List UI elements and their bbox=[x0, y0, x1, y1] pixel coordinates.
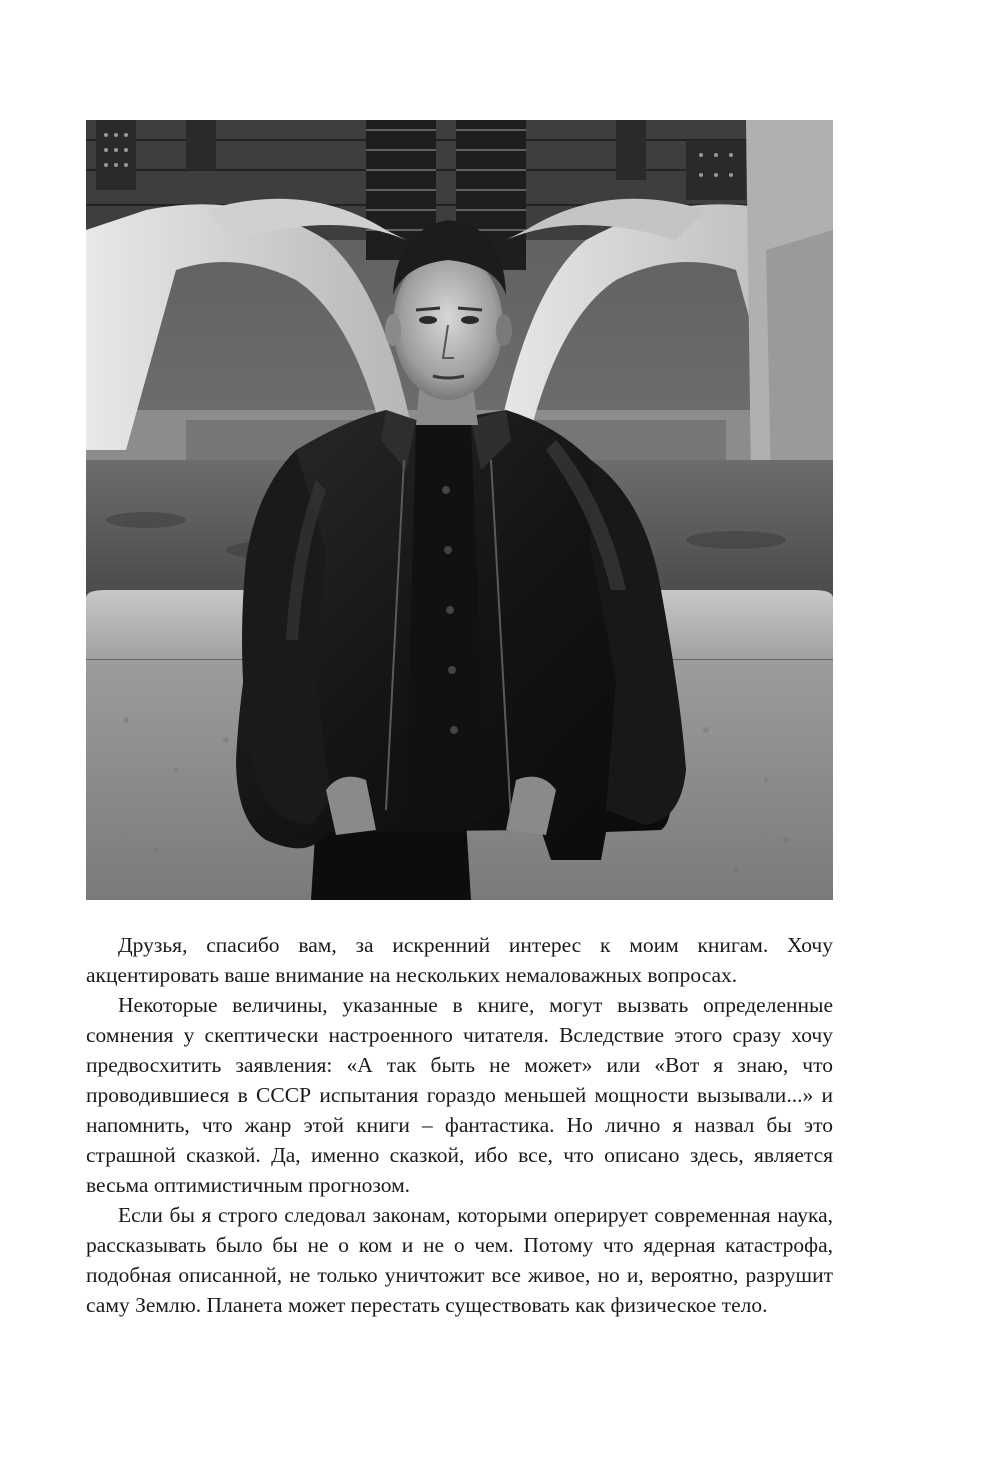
portrait-photo-icon bbox=[86, 120, 833, 900]
paragraph-1: Друзья, спасибо вам, за искренний интерес к моим книгам. Хочу акцентировать ваше внимание на нескольких немаловажных вопросах. bbox=[86, 933, 833, 987]
author-photo bbox=[86, 120, 833, 900]
paragraph-2: Некоторые величины, указанные в книге, могут вызвать определенные сомнения у скептически настроенного читателя. Вследствие этого сразу хочу предвосхитить заявления: «А так быть не может» или «Вот я знаю, что проводившиеся в СССР испытания гораздо меньшей мощности вызывали...» и напомнить, что жанр этой книги – фантастика. Но лично я назвал бы это страшной сказкой. Да, именно сказкой, ибо все, что описано здесь, является весьма оптимистичным прогнозом. bbox=[86, 993, 833, 1197]
paragraph-3: Если бы я строго следовал законам, которыми оперирует современная наука, рассказывать было бы не о ком и не о чем. Потому что ядерная катастрофа, подобная описанной, не только уничтожит все живое, но и, вероятно, разрушит саму Землю. Планета может перестать существовать как физическое тело. bbox=[86, 1203, 833, 1317]
body-text bbox=[86, 930, 833, 1320]
